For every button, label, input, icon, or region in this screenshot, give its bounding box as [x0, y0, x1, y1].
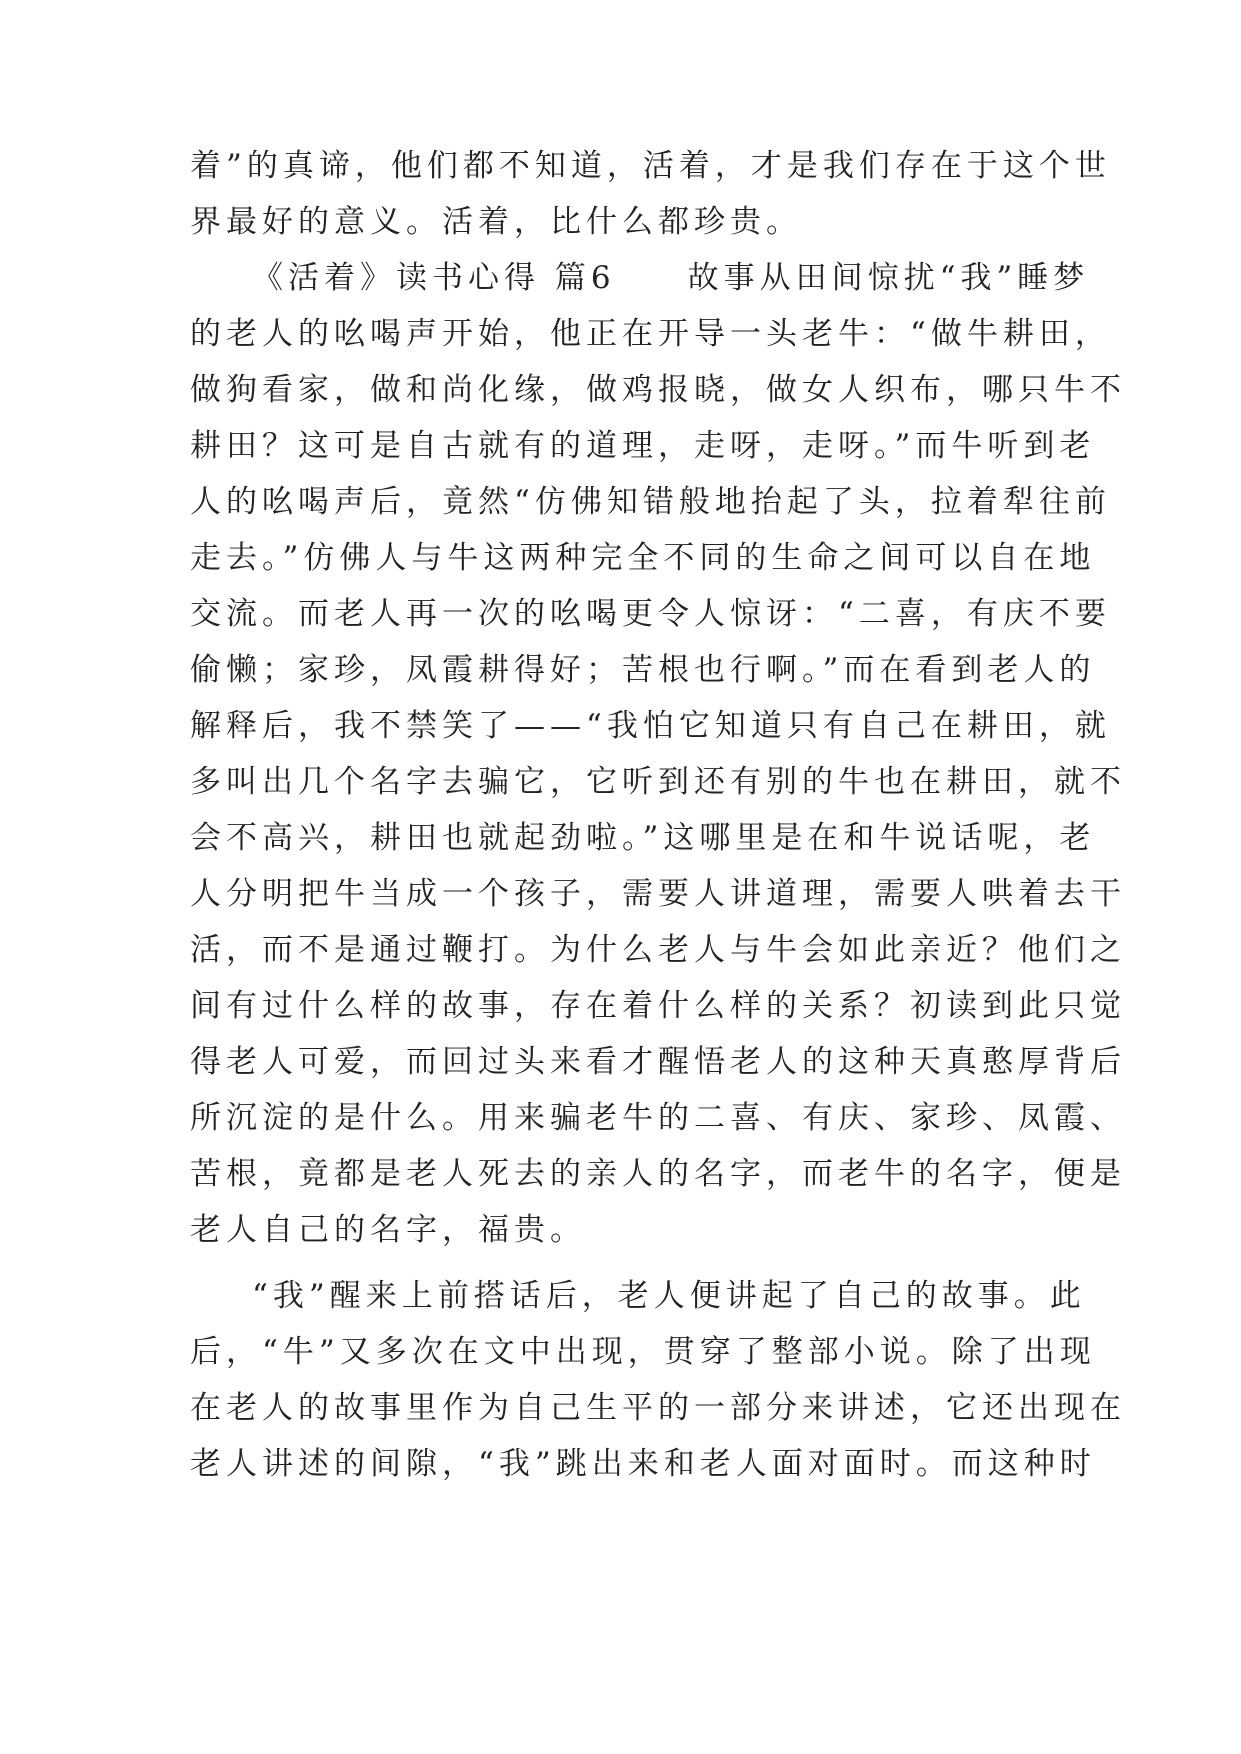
text-line: 偷懒；家珍，凤霞耕得好；苦根也行啊。”而在看到老人的 — [190, 652, 1096, 688]
paragraph-first-line: “我”醒来上前搭话后，老人便讲起了自己的故事。此 — [252, 1278, 1086, 1314]
text-line: 得老人可爱，而回过头来看才醒悟老人的这种天真憨厚背后 — [190, 1044, 1126, 1080]
text-line: 走去。”仿佛人与牛这两种完全不同的生命之间可以自在地 — [190, 540, 1096, 576]
text-line: 在老人的故事里作为自己生平的一部分来讲述，它还出现在 — [190, 1390, 1126, 1426]
text-line: 所沉淀的是什么。用来骗老牛的二喜、有庆、家珍、凤霞、 — [190, 1100, 1126, 1136]
text-line: 人的吆喝声后，竟然“仿佛知错般地抬起了头，拉着犁往前 — [190, 484, 1111, 520]
text-line: 界最好的意义。活着，比什么都珍贵。 — [190, 204, 802, 240]
text-line: 苦根，竟都是老人死去的亲人的名字，而老牛的名字，便是 — [190, 1156, 1126, 1192]
text-line: 老人讲述的间隙，“我”跳出来和老人面对面时。而这种时 — [190, 1446, 1096, 1482]
text-line: 老人自己的名字，福贵。 — [190, 1212, 586, 1248]
section-heading-line: 《活着》读书心得 篇6 故事从田间惊扰“我”睡梦 — [252, 260, 1090, 296]
text-line: 后，“牛”又多次在文中出现，贯穿了整部小说。除了出现 — [190, 1334, 1096, 1370]
text-line: 做狗看家，做和尚化缘，做鸡报晓，做女人织布，哪只牛不 — [190, 372, 1126, 408]
text-line: 活，而不是通过鞭打。为什么老人与牛会如此亲近？他们之 — [190, 932, 1126, 968]
text-line: 多叫出几个名字去骗它，它听到还有别的牛也在耕田，就不 — [190, 764, 1126, 800]
text-line: 交流。而老人再一次的吆喝更令人惊讶：“二喜，有庆不要 — [190, 596, 1111, 632]
text-line: 间有过什么样的故事，存在着什么样的关系？初读到此只觉 — [190, 988, 1126, 1024]
text-line: 的老人的吆喝声开始，他正在开导一头老牛：“做牛耕田， — [190, 316, 1111, 352]
text-line: 人分明把牛当成一个孩子，需要人讲道理，需要人哄着去干 — [190, 876, 1126, 912]
text-line: 解释后，我不禁笑了——“我怕它知道只有自己在耕田，就 — [190, 708, 1111, 744]
text-line: 会不高兴，耕田也就起劲啦。”这哪里是在和牛说话呢，老 — [190, 820, 1096, 856]
text-line: 着”的真谛，他们都不知道，活着，才是我们存在于这个世 — [190, 148, 1111, 184]
text-line: 耕田？这可是自古就有的道理，走呀，走呀。”而牛听到老 — [190, 428, 1096, 464]
